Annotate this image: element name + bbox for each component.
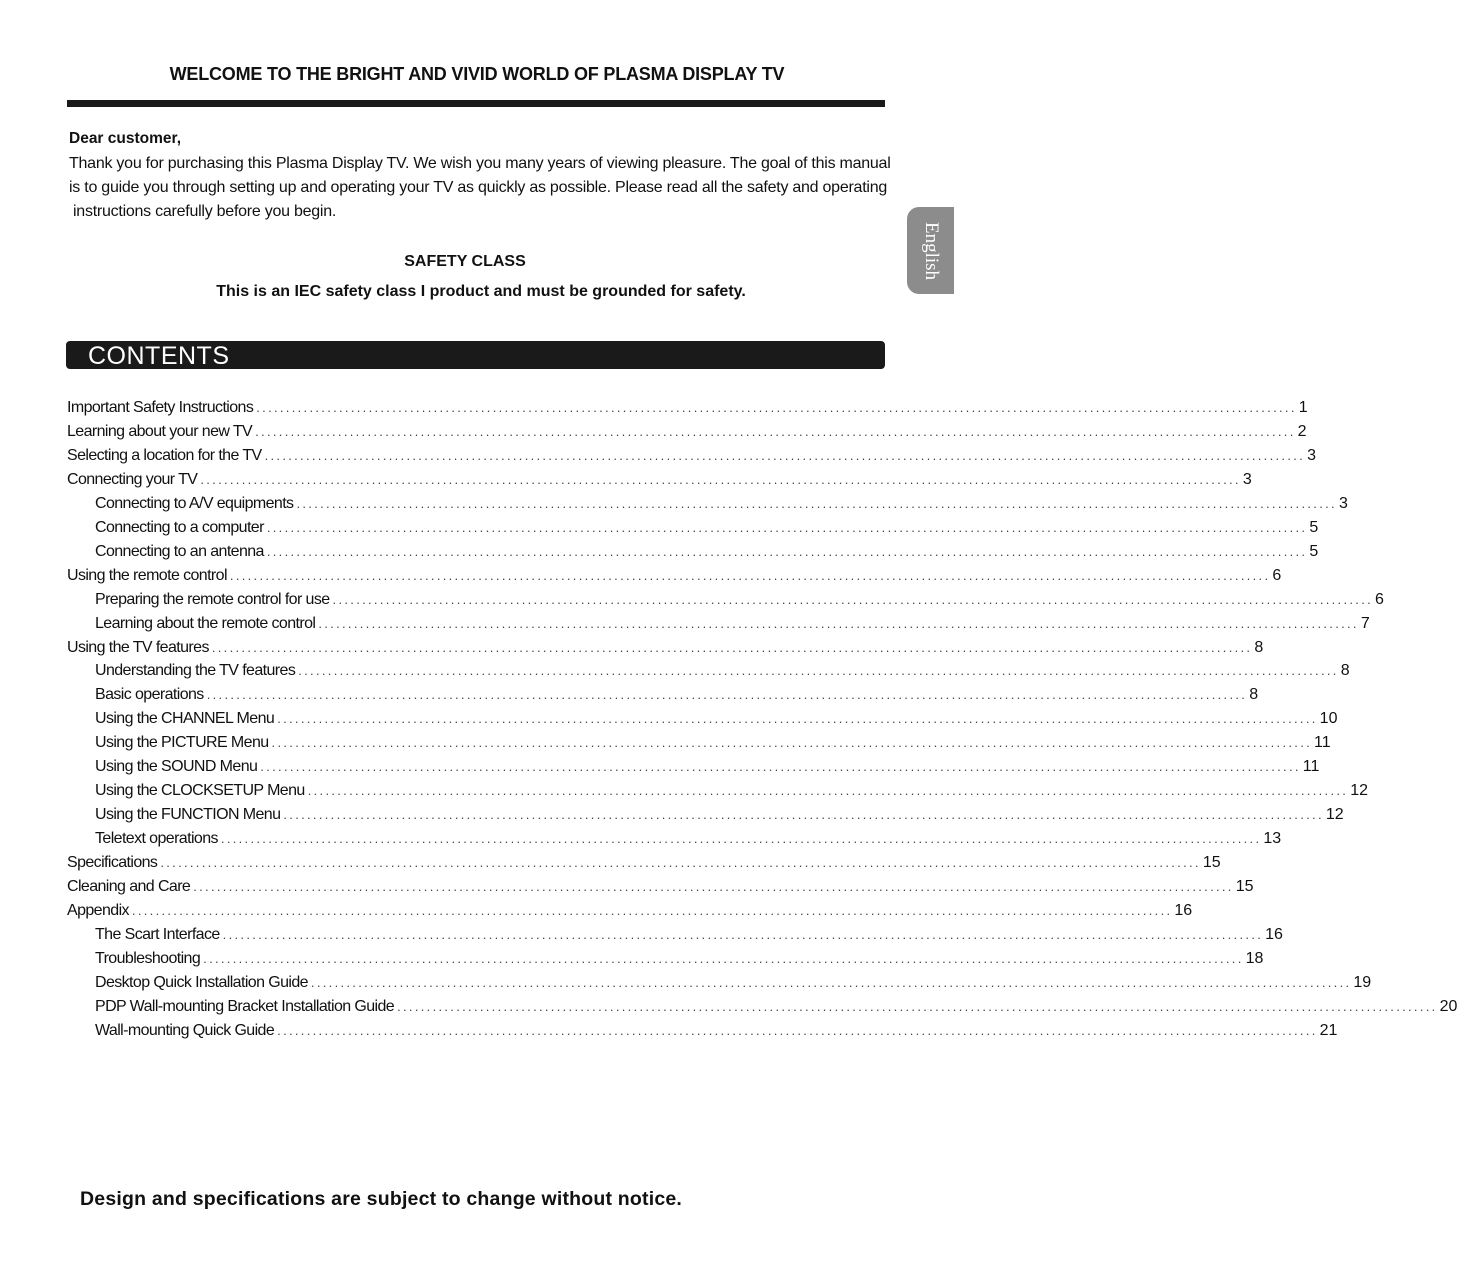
toc-entry-page: 18 (1245, 949, 1264, 967)
toc-dot-leader: ................................................................................................................................................................................ (266, 543, 1308, 559)
toc-entry-page: 12 (1325, 806, 1344, 824)
toc-entry-page: 21 (1319, 1021, 1338, 1039)
toc-entry-label: Basic operations (95, 686, 204, 704)
toc-dot-leader: ................................................................................................................................................................................ (211, 639, 1253, 655)
toc-entry-label: Using the FUNCTION Menu (95, 806, 281, 824)
toc-entry (95, 492, 1348, 516)
toc-entry-label: The Scart Interface (95, 925, 220, 943)
toc-entry-label: Using the PICTURE Menu (95, 734, 269, 752)
toc-dot-leader: ................................................................................................................................................................................ (277, 711, 1318, 727)
toc-entry-label: Selecting a location for the TV (67, 446, 262, 464)
toc-entry (67, 444, 1316, 468)
page-title: WELCOME TO THE BRIGHT AND VIVID WORLD OF PLASMA DISPLAY TV (169, 64, 785, 84)
toc-entry-page: 11 (1302, 758, 1320, 776)
toc-entry-label: Troubleshooting (95, 949, 201, 967)
toc-entry-page: 7 (1360, 614, 1370, 632)
toc-entry (95, 516, 1319, 540)
toc-dot-leader: ................................................................................................................................................................................ (160, 855, 1201, 871)
title-divider (67, 100, 885, 107)
toc-dot-leader: ................................................................................................................................................................................ (200, 471, 1241, 487)
toc-dot-leader: ................................................................................................................................................................................ (222, 926, 1264, 942)
language-tab (907, 207, 954, 294)
toc-entry (67, 636, 1264, 660)
toc-dot-leader: ................................................................................................................................................................................ (397, 998, 1438, 1014)
toc-entry (95, 803, 1344, 827)
toc-entry (67, 899, 1193, 923)
toc-entry-label: Using the remote control (67, 566, 227, 584)
safety-statement: This is an IEC safety class I product and must be grounded for safety. (216, 283, 746, 300)
toc-dot-leader: ................................................................................................................................................................................ (131, 902, 1173, 918)
toc-entry (67, 420, 1307, 444)
toc-entry (95, 947, 1264, 971)
toc-entry (95, 612, 1370, 636)
toc-dot-leader: ................................................................................................................................................................................ (332, 591, 1374, 607)
toc-dot-leader: ................................................................................................................................................................................ (283, 807, 1324, 823)
toc-entry-label: Using the CHANNEL Menu (95, 710, 275, 728)
toc-entry-label: Connecting your TV (67, 470, 198, 488)
toc-entry-page: 2 (1297, 422, 1307, 440)
toc-entry-label: Specifications (67, 854, 158, 872)
toc-dot-leader: ................................................................................................................................................................................ (193, 879, 1234, 894)
intro-line: instructions carefully before you begin. (73, 203, 337, 220)
toc-entry (95, 683, 1259, 707)
toc-dot-leader: ................................................................................................................................................................................ (203, 950, 1244, 966)
toc-entry-page: 16 (1174, 901, 1193, 919)
toc-entry (95, 755, 1320, 779)
toc-dot-leader: ................................................................................................................................................................................ (255, 423, 1296, 439)
toc-entry (95, 827, 1282, 851)
toc-entry-page: 6 (1272, 566, 1282, 584)
toc-entry-label: Preparing the remote control for use (95, 590, 330, 608)
toc-dot-leader: ................................................................................................................................................................................ (296, 495, 1337, 511)
toc-entry (95, 588, 1384, 612)
toc-entry-label: Connecting to an antenna (95, 542, 264, 560)
toc-entry-label: Connecting to A/V equipments (95, 494, 294, 512)
intro-line: is to guide you through setting up and operating your TV as quickly as possible. Please read all the safety and operating (69, 179, 887, 196)
language-tab-label: English (920, 221, 942, 280)
footer-notice: Design and specifications are subject to change without notice. (80, 1188, 683, 1210)
toc-entry (95, 995, 1457, 1019)
toc-entry (95, 1019, 1338, 1043)
toc-entry (95, 540, 1319, 564)
toc-dot-leader: ................................................................................................................................................................................ (318, 615, 1359, 631)
toc-dot-leader: ................................................................................................................................................................................ (266, 519, 1308, 535)
toc-dot-leader: ................................................................................................................................................................................ (277, 1022, 1318, 1038)
toc-entry-page: 16 (1265, 925, 1283, 943)
toc-dot-leader: ................................................................................................................................................................................ (271, 735, 1313, 751)
toc-entry-label: Connecting to a computer (95, 518, 264, 536)
toc-entry-page: 13 (1263, 830, 1282, 848)
toc-entry (67, 851, 1221, 875)
toc-dot-leader: ................................................................................................................................................................................ (298, 663, 1339, 679)
toc-entry (95, 971, 1372, 995)
toc-entry-label: Important Safety Instructions (67, 399, 254, 416)
toc-entry-label: Using the CLOCKSETUP Menu (95, 782, 305, 800)
toc-dot-leader: ................................................................................................................................................................................ (220, 831, 1262, 847)
toc-entry-page: 8 (1254, 638, 1264, 656)
toc-dot-leader: ................................................................................................................................................................................ (256, 400, 1297, 415)
toc-entry-page: 19 (1353, 973, 1372, 991)
toc-entry-page: 5 (1309, 542, 1319, 560)
toc-entry (67, 564, 1282, 588)
toc-entry-page: 15 (1202, 854, 1221, 872)
toc-entry-label: Learning about the remote control (95, 614, 316, 632)
contents-header-bar (66, 341, 885, 369)
toc-entry (95, 731, 1331, 755)
toc-entry (67, 875, 1254, 899)
toc-entry-page: 3 (1338, 494, 1348, 512)
toc-entry-page: 3 (1307, 446, 1316, 464)
toc-entry-label: Appendix (67, 901, 129, 919)
toc-entry (67, 396, 1308, 420)
toc-entry-label: Using the SOUND Menu (95, 758, 258, 776)
toc-dot-leader: ................................................................................................................................................................................ (206, 687, 1248, 703)
toc-dot-leader: ................................................................................................................................................................................ (264, 447, 1306, 463)
toc-entry (95, 923, 1283, 947)
toc-entry-label: Learning about your new TV (67, 422, 253, 440)
toc-entry-label: Using the TV features (67, 638, 209, 656)
toc-entry-page: 8 (1249, 686, 1259, 704)
toc-dot-leader: ................................................................................................................................................................................ (229, 567, 1271, 583)
toc-entry (95, 779, 1368, 803)
toc-entry-page: 5 (1309, 518, 1319, 536)
toc-entry-page: 3 (1242, 470, 1252, 488)
safety-heading: SAFETY CLASS (404, 253, 526, 270)
toc-dot-leader: ................................................................................................................................................................................ (310, 974, 1352, 990)
toc-entry-page: 6 (1375, 590, 1384, 608)
contents-title: CONTENTS (88, 342, 230, 370)
toc-entry (95, 707, 1338, 731)
toc-entry-label: Teletext operations (95, 830, 218, 848)
toc-entry-page: 8 (1340, 662, 1350, 680)
salutation: Dear customer, (69, 130, 181, 147)
toc-entry-label: Wall-mounting Quick Guide (95, 1021, 275, 1039)
toc-entry-page: 1 (1298, 399, 1308, 416)
toc-entry-label: PDP Wall-mounting Bracket Installation Guide (95, 997, 395, 1015)
toc-entry-page: 20 (1439, 997, 1457, 1015)
toc-entry-page: 15 (1235, 878, 1254, 895)
toc-entry-page: 11 (1314, 734, 1331, 752)
intro-paragraph (69, 152, 919, 224)
toc-entry-page: 12 (1350, 782, 1368, 800)
toc-entry (67, 468, 1252, 492)
toc-dot-leader: ................................................................................................................................................................................ (307, 783, 1349, 799)
toc-entry (95, 659, 1350, 683)
toc-entry-label: Cleaning and Care (67, 878, 191, 895)
intro-line: Thank you for purchasing this Plasma Display TV. We wish you many years of viewing pleasure. The goal of this manual (69, 155, 891, 172)
toc-entry-label: Desktop Quick Installation Guide (95, 973, 308, 991)
toc-dot-leader: ................................................................................................................................................................................ (260, 759, 1301, 775)
toc-entry-label: Understanding the TV features (95, 662, 296, 680)
toc-entry-page: 10 (1319, 710, 1338, 728)
